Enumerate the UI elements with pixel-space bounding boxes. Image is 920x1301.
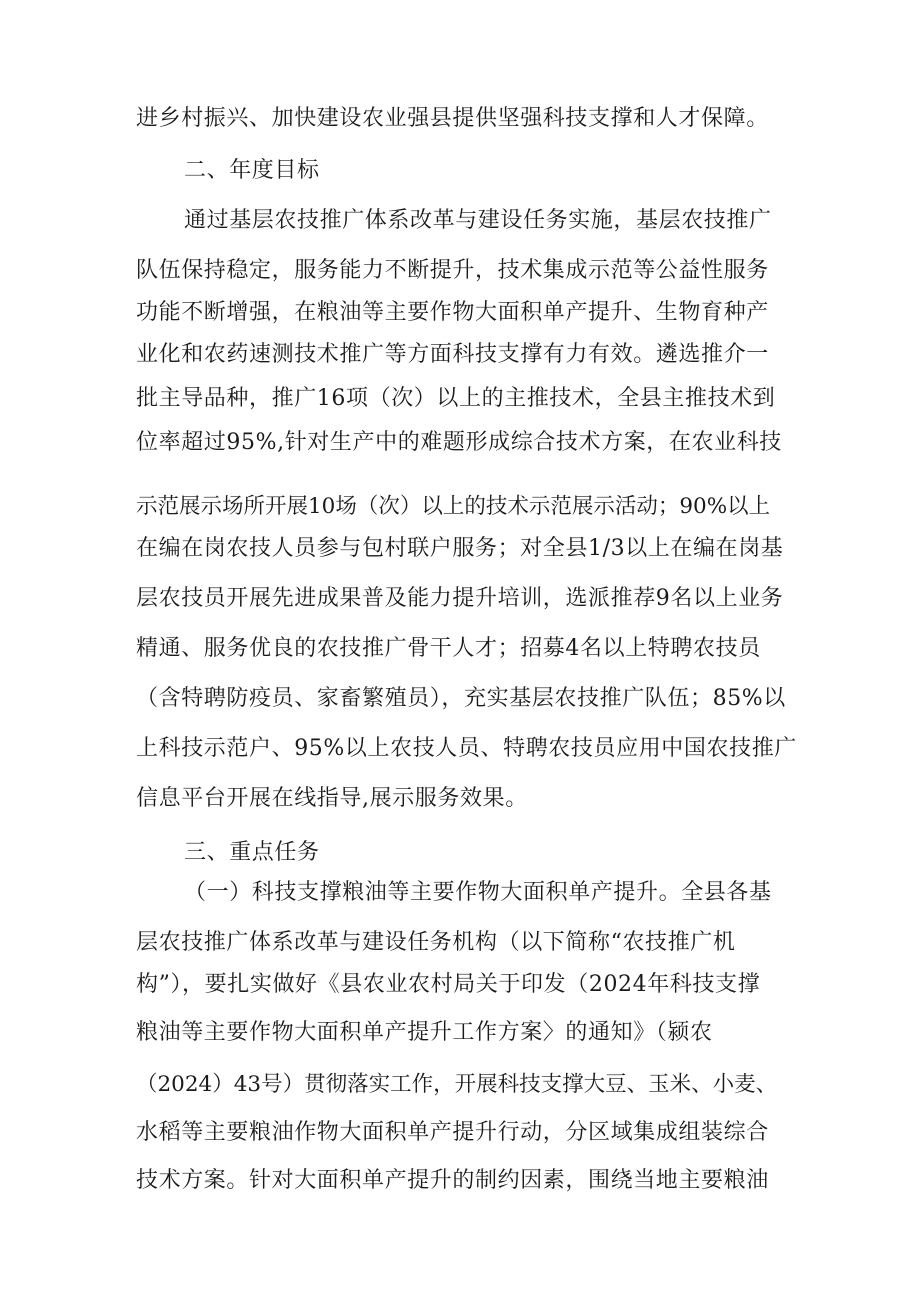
body-text-line: 信息平台开展在线指导,展示服务效果。 (136, 786, 528, 811)
body-text-line: 粮油等主要作物大面积单产提升工作方案〉的通知》（颍农 (136, 1020, 713, 1045)
body-text-line: 通过基层农技推广体系改革与建设任务实施，基层农技推广 (184, 208, 772, 233)
body-text-line: （2024）43号）贯彻落实工作，开展科技支撑大豆、玉米、小麦、 (136, 1072, 778, 1097)
body-text-line: 功能不断增强，在粮油等主要作物大面积单产提升、生物育种产 (136, 300, 769, 325)
body-text-line: 水稻等主要粮油作物大面积单产提升行动，分区域集成组装综合 (136, 1120, 769, 1145)
body-text-line: （含特聘防疫员、家畜繁殖员），充实基层农技推广队伍；85%以 (136, 686, 786, 711)
body-text-line: 在编在岗农技人员参与包村联户服务；对全县1/3以上在编在岗基 (136, 536, 784, 561)
body-text-line: 位率超过95%,针对生产中的难题形成综合技术方案，在农业科技 (136, 430, 782, 455)
section-heading: 三、重点任务 (184, 840, 320, 865)
body-text-line: （一）科技支撑粮油等主要作物大面积单产提升。全县各基 (184, 880, 772, 905)
body-text-line: 构”），要扎实做好《县农业农村局关于印发（2024年科技支撑 (136, 972, 761, 997)
body-text-line: 队伍保持稳定，服务能力不断提升，技术集成示范等公益性服务 (136, 258, 769, 283)
body-text-line: 示范展示场所开展10场（次）以上的技术示范展示活动；90%以上 (136, 494, 771, 519)
body-text-line: 层农技推广体系改革与建设任务机构（以下简称“农技推广机 (136, 930, 736, 955)
section-heading: 二、年度目标 (184, 158, 320, 183)
body-text-line: 技术方案。针对大面积单产提升的制约因素，围绕当地主要粮油 (136, 1168, 769, 1193)
body-text-line: 精通、服务优良的农技推广骨干人才；招募4名以上特聘农技员 (136, 636, 761, 661)
body-text-line: 上科技示范户、95%以上农技人员、特聘农技员应用中国农技推广 (136, 736, 797, 761)
body-text-line: 批主导品种，推广16项（次）以上的主推技术，全县主推技术到 (136, 386, 776, 411)
body-text-line: 业化和农药速测技术推广等方面科技支撑有力有效。遴选推介一 (136, 342, 769, 367)
body-text-line: 层农技员开展先进成果普及能力提升培训，选派推荐9名以上业务 (136, 586, 784, 611)
body-text-line: 进乡村振兴、加快建设农业强县提供坚强科技支撑和人才保障。 (136, 106, 769, 131)
